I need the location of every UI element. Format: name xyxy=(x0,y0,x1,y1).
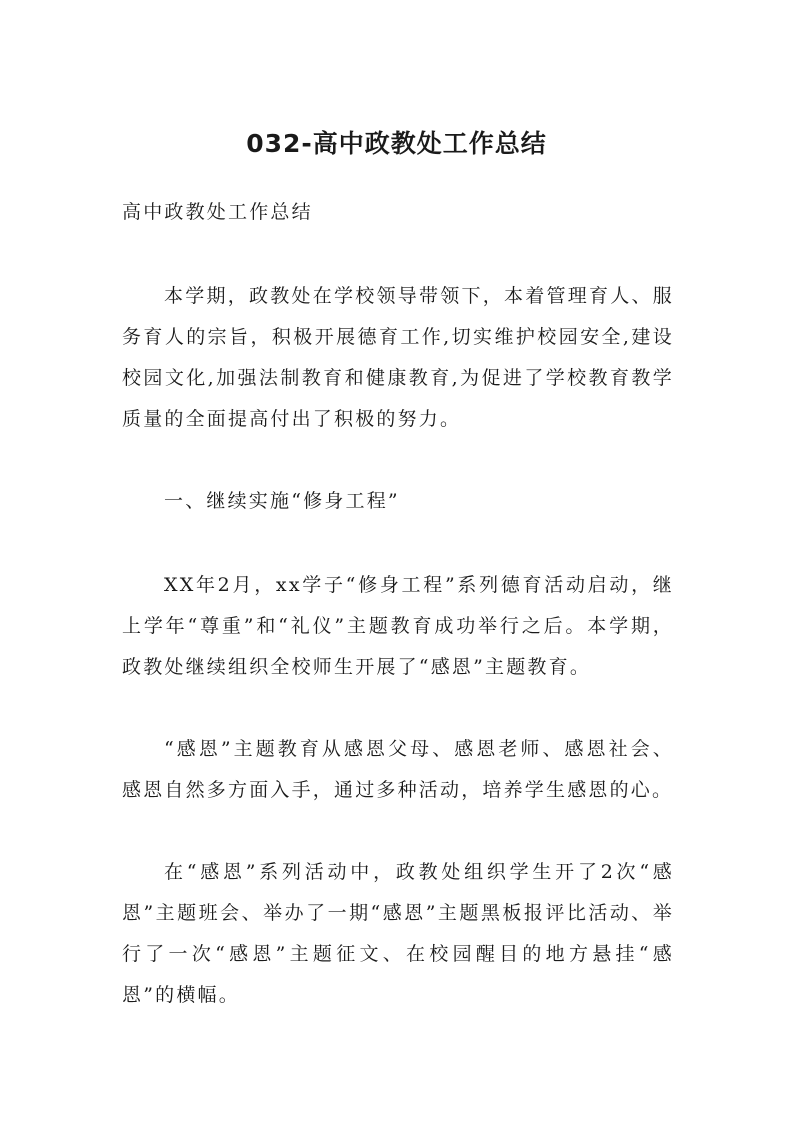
intro-paragraph: 本学期，政教处在学校领导带领下，本着管理育人、服务育人的宗旨，积极开展德育工作,切实维护校园安全,建设校园文化,加强法制教育和健康教育,为促进了学校教育教学质量的全面提高付出了积极的努力。 xyxy=(122,285,674,430)
document-title: 032-高中政教处工作总结 xyxy=(246,129,547,158)
document-subtitle: 高中政教处工作总结 xyxy=(122,201,313,223)
paragraph-3: “感恩”主题教育从感恩父母、感恩老师、感恩社会、感恩自然多方面入手，通过多种活动，培养学生感恩的心。 xyxy=(122,738,674,801)
section-heading-1: 一、继续实施“修身工程” xyxy=(164,490,400,512)
paragraph-2: XX年2月，xx学子“修身工程”系列德育活动启动，继上学年“尊重”和“礼仪”主题教育成功举行之后。本学期，政教处继续组织全校师生开展了“感恩”主题教育。 xyxy=(122,574,674,678)
paragraph-4: 在“感恩”系列活动中，政教处组织学生开了2次“感恩”主题班会、举办了一期“感恩”主题黑板报评比活动、举行了一次“感恩”主题征文、在校园醒目的地方悬挂“感恩”的横幅。 xyxy=(122,861,674,1006)
